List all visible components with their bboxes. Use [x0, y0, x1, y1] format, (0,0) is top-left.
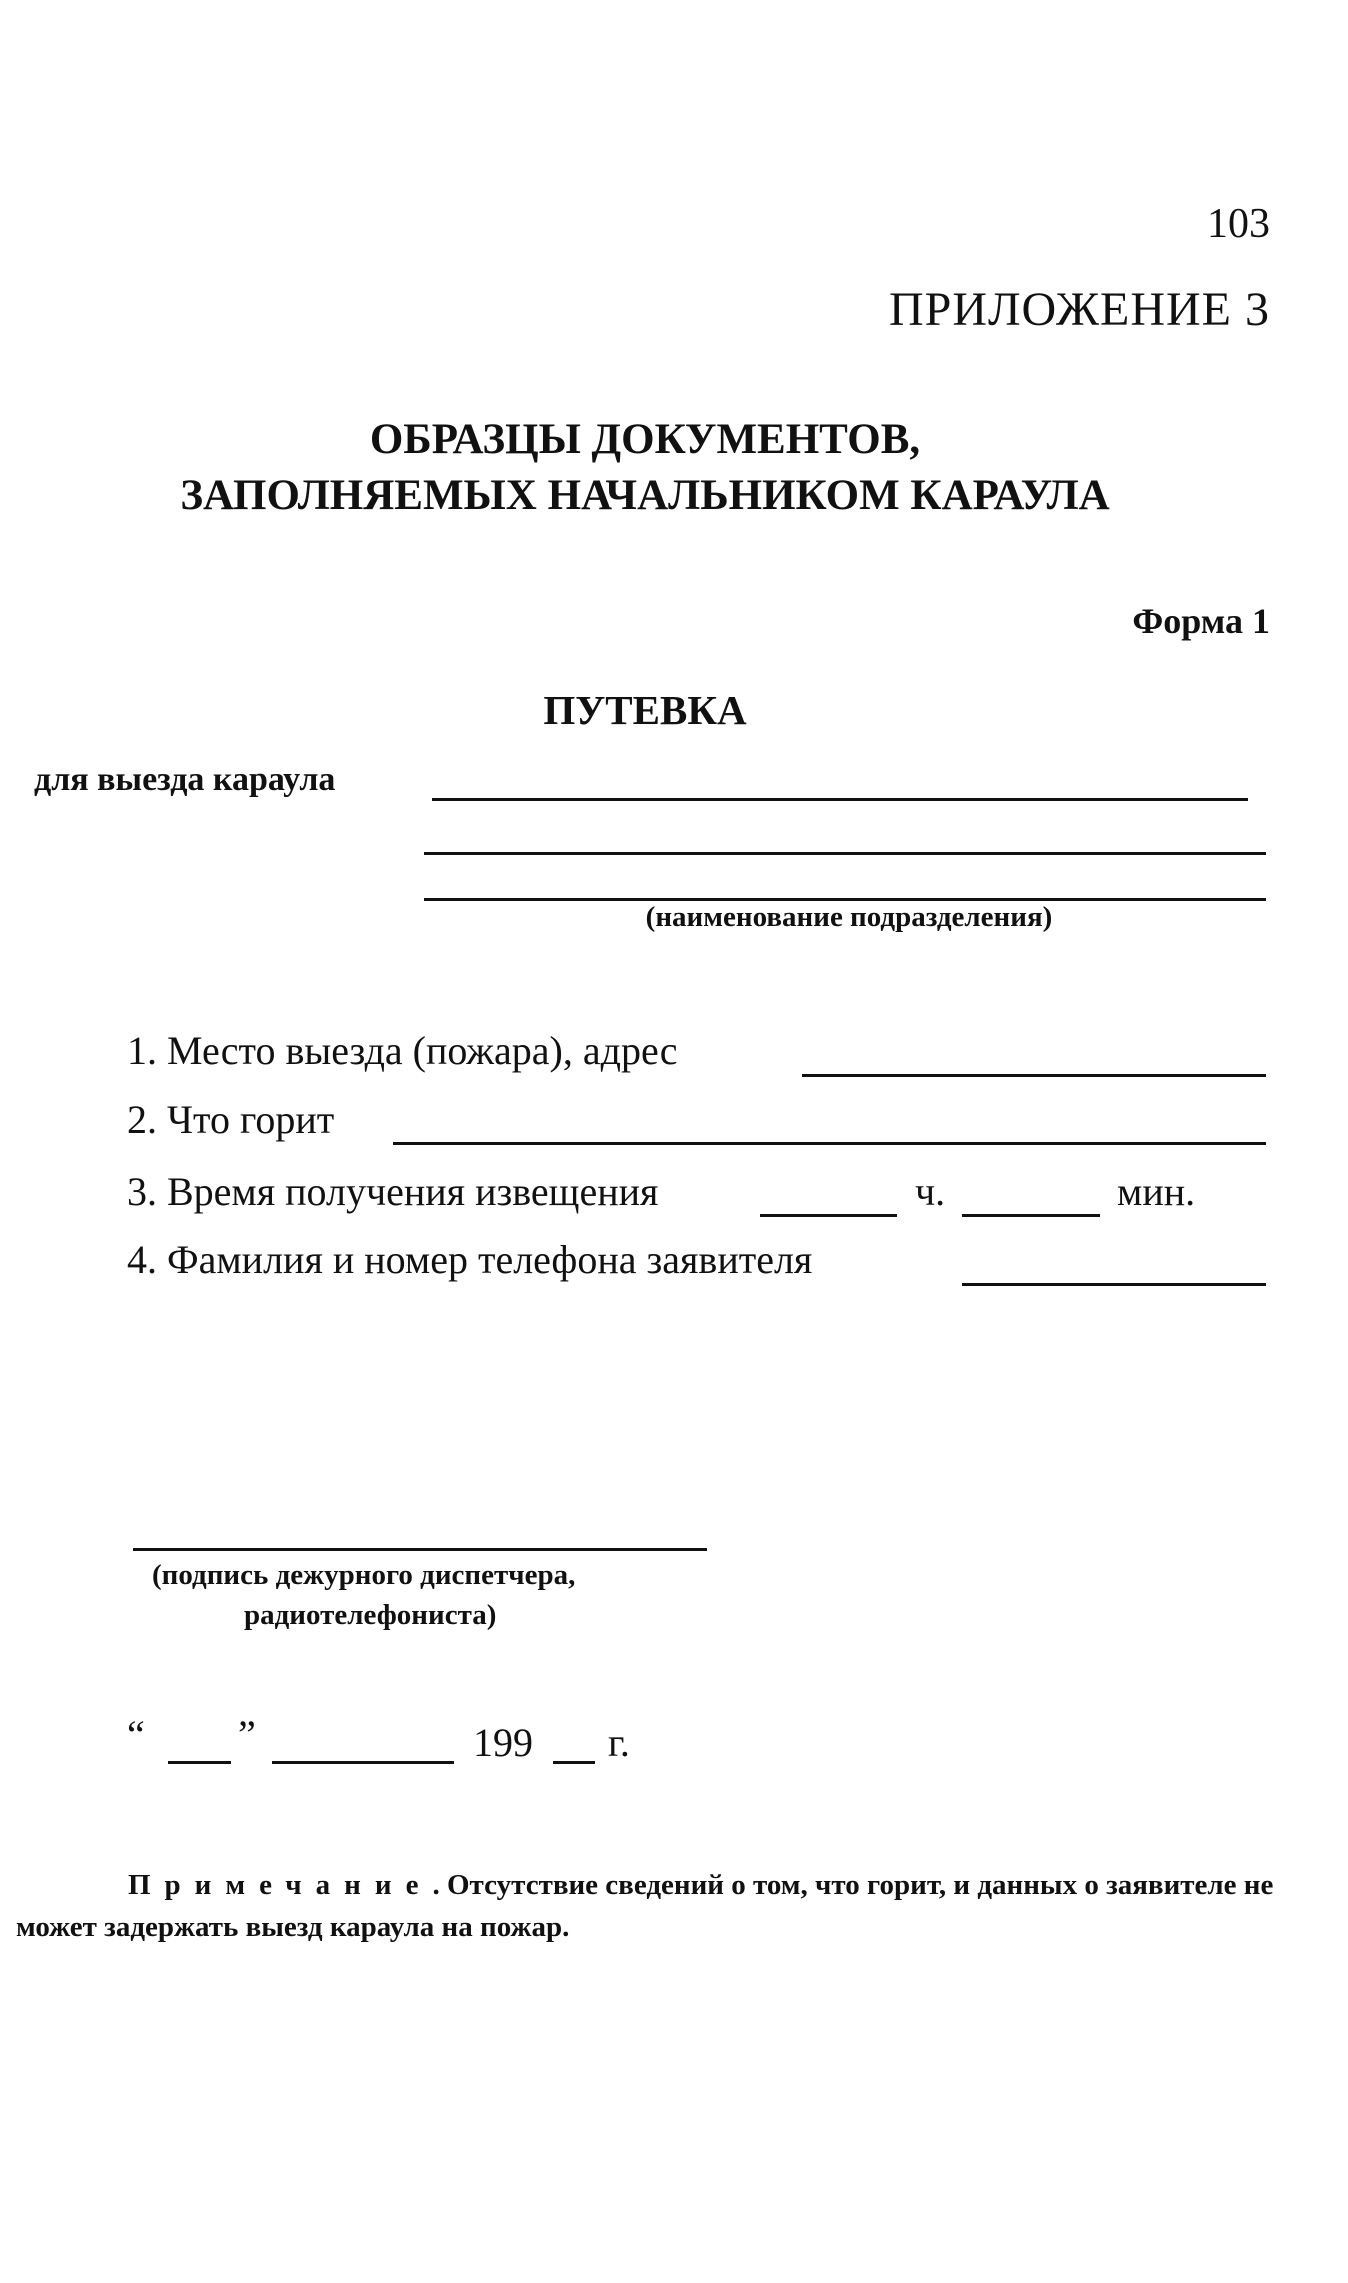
hours-unit: ч. [915, 1169, 946, 1214]
document-title-line-2: ЗАПОЛНЯЕМЫХ НАЧАЛЬНИКОМ КАРАУЛА [180, 472, 1110, 519]
page-number: 103 [1207, 201, 1270, 247]
document-title-line-1: ОБРАЗЦЫ ДОКУМЕНТОВ, [369, 416, 921, 463]
field-departure-address: 1. Место выезда (пожара), адрес [127, 1028, 678, 1073]
signature-caption-line-2: радиотелефониста) [244, 1599, 497, 1631]
date-year-suffix: г. [608, 1720, 630, 1765]
note [16, 1864, 1278, 1948]
date-open-quote: “ [127, 1712, 145, 1757]
month-blank [272, 1761, 454, 1764]
field-applicant-name-phone: 4. Фамилия и номер телефона заявителя [127, 1237, 813, 1282]
applicant-blank [962, 1283, 1266, 1286]
minutes-unit: мин. [1117, 1169, 1196, 1214]
date-close-quote: ” [238, 1712, 256, 1757]
unit-name-caption: (наименование подразделения) [645, 901, 1053, 933]
note-title: Примечание [128, 1869, 433, 1901]
unit-name-blank-1 [432, 798, 1248, 801]
day-blank [168, 1761, 231, 1764]
hours-blank [760, 1214, 897, 1217]
departure-label: для выезда караула [34, 761, 336, 798]
voucher-title: ПУТЕВКА [543, 687, 747, 733]
signature-caption-line-1: (подпись дежурного диспетчера, [152, 1559, 576, 1591]
what-burns-blank [393, 1142, 1266, 1145]
form-label: Форма 1 [1132, 601, 1270, 641]
address-blank [802, 1074, 1266, 1077]
year-blank [553, 1761, 595, 1764]
signature-caption [152, 1555, 575, 1635]
signature-line [133, 1548, 707, 1551]
note-text: . Отсутствие сведений о том, что горит, и данных о заявителе не может задержать выезд караула на пожар. [16, 1869, 1274, 1943]
unit-name-blank-2 [424, 852, 1266, 855]
appendix-title: ПРИЛОЖЕНИЕ 3 [888, 283, 1270, 336]
document-title [0, 412, 1290, 524]
date-year-prefix: 199 [473, 1720, 533, 1765]
field-notification-time: 3. Время получения извещения [127, 1169, 659, 1214]
minutes-blank [962, 1214, 1100, 1217]
field-what-burns: 2. Что горит [127, 1097, 335, 1142]
